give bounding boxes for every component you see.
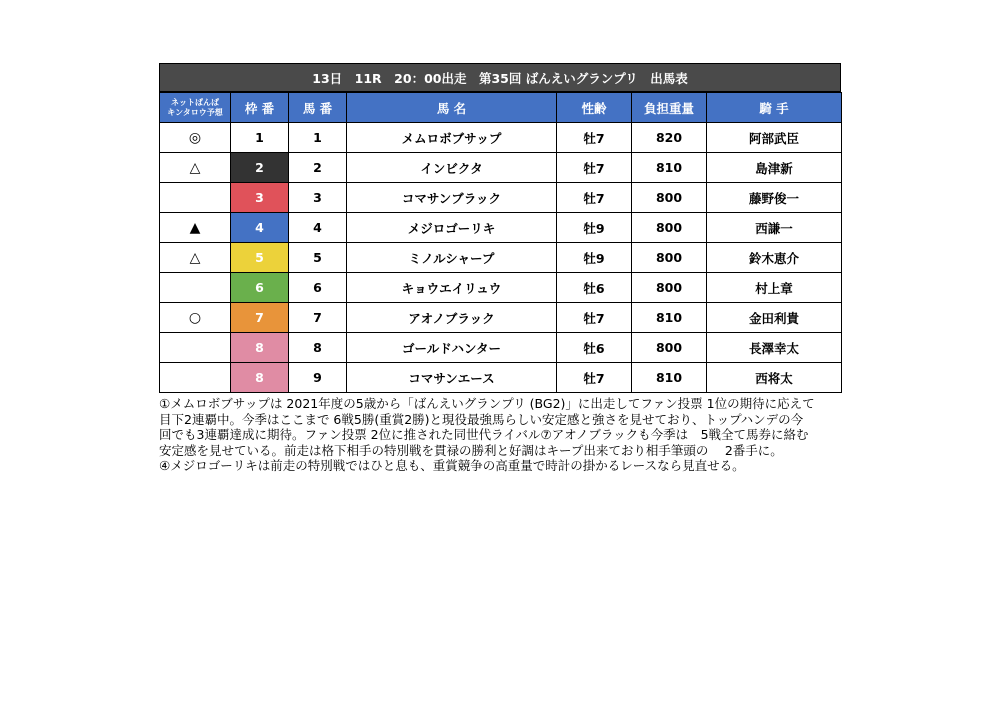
waku-number: 7	[231, 303, 289, 333]
table-row	[160, 303, 842, 333]
prediction-mark	[160, 183, 231, 213]
burden-weight: 800	[632, 333, 707, 363]
header-jockey: 騎 手	[707, 93, 842, 123]
header-prediction	[160, 93, 231, 123]
waku-number: 3	[231, 183, 289, 213]
burden-weight: 810	[632, 363, 707, 393]
header-prediction-line2: キンタロウ予想	[167, 107, 223, 117]
jockey-name: 西将太	[707, 363, 842, 393]
jockey-name: 島津新	[707, 153, 842, 183]
table-row	[160, 123, 842, 153]
jockey-name: 金田利貴	[707, 303, 842, 333]
waku-number: 6	[231, 273, 289, 303]
race-comment	[159, 396, 841, 474]
waku-number: 1	[231, 123, 289, 153]
comment-line: ①メムロボブサップは 2021年度の5歳から「ばんえいグランプリ (BG2)」に出走してファン投票 1位の期待に応えて	[159, 396, 815, 411]
sex-age: 牡7	[557, 363, 632, 393]
jockey-name: 阿部武臣	[707, 123, 842, 153]
horse-name: ミノルシャープ	[347, 243, 557, 273]
horse-name: コマサンエース	[347, 363, 557, 393]
umaban-number: 4	[289, 213, 347, 243]
header-waku: 枠 番	[231, 93, 289, 123]
prediction-mark: ▲	[160, 213, 231, 243]
jockey-name: 鈴木恵介	[707, 243, 842, 273]
burden-weight: 810	[632, 153, 707, 183]
horse-name: メジロゴーリキ	[347, 213, 557, 243]
waku-number: 2	[231, 153, 289, 183]
sex-age: 牡7	[557, 303, 632, 333]
header-umaban: 馬 番	[289, 93, 347, 123]
table-row	[160, 273, 842, 303]
burden-weight: 800	[632, 243, 707, 273]
jockey-name: 村上章	[707, 273, 842, 303]
horse-name: メムロボブサップ	[347, 123, 557, 153]
jockey-name: 藤野俊一	[707, 183, 842, 213]
sex-age: 牡6	[557, 333, 632, 363]
burden-weight: 810	[632, 303, 707, 333]
header-row	[160, 93, 842, 123]
sex-age: 牡9	[557, 213, 632, 243]
umaban-number: 7	[289, 303, 347, 333]
burden-weight: 800	[632, 183, 707, 213]
table-row	[160, 183, 842, 213]
umaban-number: 8	[289, 333, 347, 363]
sex-age: 牡9	[557, 243, 632, 273]
table-row	[160, 213, 842, 243]
umaban-number: 9	[289, 363, 347, 393]
sex-age: 牡7	[557, 183, 632, 213]
jockey-name: 西謙一	[707, 213, 842, 243]
horse-name: アオノブラック	[347, 303, 557, 333]
prediction-mark	[160, 333, 231, 363]
waku-number: 4	[231, 213, 289, 243]
sex-age: 牡7	[557, 153, 632, 183]
horse-name: コマサンブラック	[347, 183, 557, 213]
burden-weight: 820	[632, 123, 707, 153]
waku-number: 5	[231, 243, 289, 273]
comment-line: 回でも3連覇達成に期待。ファン投票 2位に推された同世代ライバル⑦アオノブラックも今季は 5戦全て馬券に絡む	[159, 427, 809, 442]
umaban-number: 1	[289, 123, 347, 153]
header-sex-age: 性齢	[557, 93, 632, 123]
jockey-name: 長澤幸太	[707, 333, 842, 363]
sex-age: 牡7	[557, 123, 632, 153]
prediction-mark: △	[160, 243, 231, 273]
comment-line: ④メジロゴーリキは前走の特別戦ではひと息も、重賞競争の高重量で時計の掛かるレースなら見直せる。	[159, 458, 745, 473]
burden-weight: 800	[632, 273, 707, 303]
table-row	[160, 153, 842, 183]
race-card	[159, 63, 841, 474]
header-weight: 負担重量	[632, 93, 707, 123]
horse-name: ゴールドハンター	[347, 333, 557, 363]
comment-line: 安定感を見せている。前走は格下相手の特別戦を貫禄の勝利と好調はキープ出来ており相手筆頭の 2番手に。	[159, 442, 783, 458]
umaban-number: 2	[289, 153, 347, 183]
umaban-number: 5	[289, 243, 347, 273]
table-row	[160, 363, 842, 393]
burden-weight: 800	[632, 213, 707, 243]
table-row	[160, 243, 842, 273]
prediction-mark: ◎	[160, 123, 231, 153]
waku-number: 8	[231, 333, 289, 363]
race-title: 13日 11R 20：00出走 第35回 ばんえいグランプリ 出馬表	[159, 63, 841, 92]
table-row	[160, 333, 842, 363]
horse-name: インビクタ	[347, 153, 557, 183]
header-horse-name: 馬 名	[347, 93, 557, 123]
prediction-mark	[160, 363, 231, 393]
prediction-mark: △	[160, 153, 231, 183]
umaban-number: 3	[289, 183, 347, 213]
header-prediction-line1: ネットばんば	[171, 97, 219, 107]
sex-age: 牡6	[557, 273, 632, 303]
entry-table	[159, 92, 842, 393]
prediction-mark: ○	[160, 303, 231, 333]
waku-number: 8	[231, 363, 289, 393]
comment-line: 目下2連覇中。今季はここまで 6戦5勝(重賞2勝)と現役最強馬らしい安定感と強さを見せており、トップハンデの今	[159, 411, 804, 427]
umaban-number: 6	[289, 273, 347, 303]
prediction-mark	[160, 273, 231, 303]
horse-name: キョウエイリュウ	[347, 273, 557, 303]
